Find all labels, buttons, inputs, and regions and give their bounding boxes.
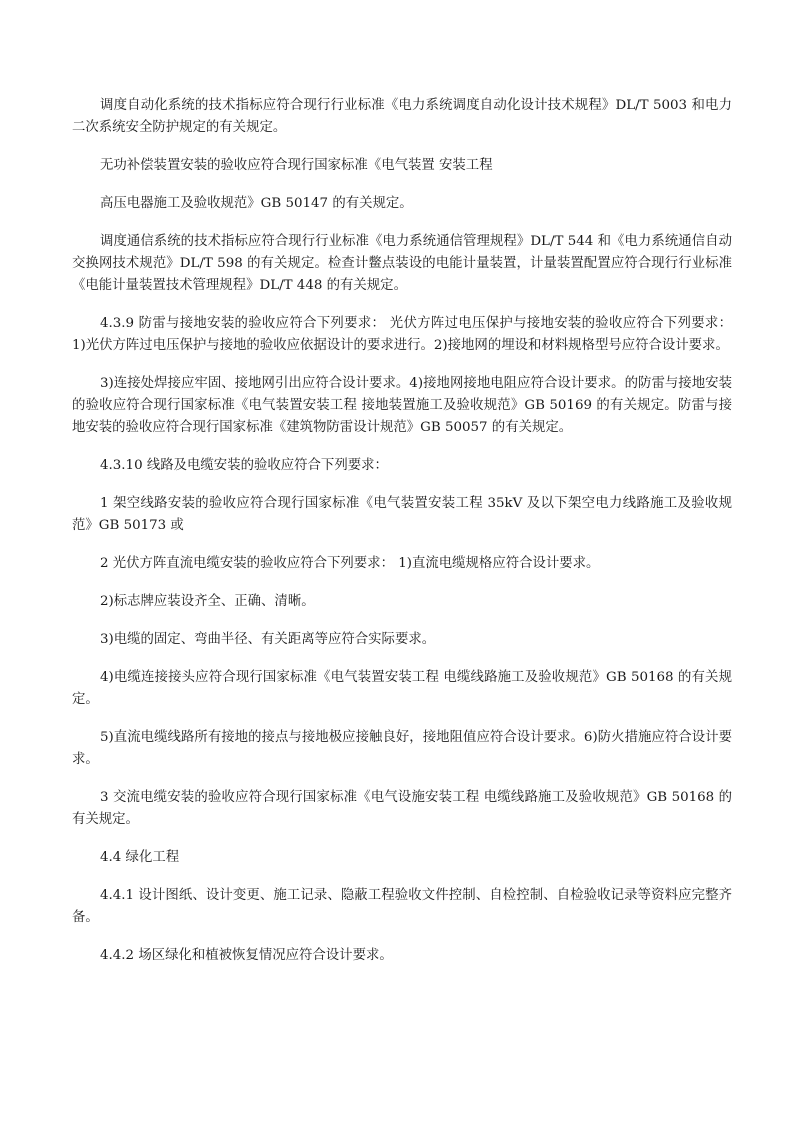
paragraph-lightning-grounding: 4.3.9 防雷与接地安装的验收应符合下列要求： 光伏方阵过电压保护与接地安装的验收应符合下列要求： 1)光伏方阵过电压保护与接地的验收应依据设计的要求进行。2)接地网的埋设和材料规格型号应符合设计要求。 <box>72 316 732 353</box>
paragraph-grounding-connection: 3)连接处焊接应牢固、接地网引出应符合设计要求。4)接地网接地电阻应符合设计要求。的防雷与接地安装的验收应符合现行国家标准《电气装置安装工程 接地装置施工及验收规范》GB 50169 的有关规定。防雷与接地安装的验收应符合现行国家标准《建筑物防雷设计规范》GB 50057 的有关规定。 <box>72 376 732 435</box>
paragraph-cable-fixing: 3)电缆的固定、弯曲半径、有关距离等应符合实际要求。 <box>100 632 436 647</box>
paragraph-dc-cable: 2 光伏方阵直流电缆安装的验收应符合下列要求： 1)直流电缆规格应符合设计要求。 <box>100 556 600 571</box>
paragraph-ac-cable: 3 交流电缆安装的验收应符合现行国家标准《电气设施安装工程 电缆线路施工及验收规范》GB 50168 的有关规定。 <box>72 790 732 827</box>
paragraph-cable-joints: 4)电缆连接接头应符合现行国家标准《电气装置安装工程 电缆线路施工及验收规范》GB 50168 的有关规定。 <box>72 670 732 707</box>
paragraph-high-voltage-apparatus: 高压电器施工及验收规范》GB 50147 的有关规定。 <box>100 196 413 211</box>
paragraph-design-documents: 4.4.1 设计图纸、设计变更、施工记录、隐蔽工程验收文件控制、自检控制、自检验收记录等资料应完整齐备。 <box>72 888 732 925</box>
paragraph-dc-cable-grounding: 5)直流电缆线路所有接地的接点与接地极应接触良好，接地阻值应符合设计要求。6)防火措施应符合设计要求。 <box>72 730 732 767</box>
paragraph-dispatch-communication: 调度通信系统的技术指标应符合现行行业标准《电力系统通信管理规程》DL/T 544 和《电力系统通信自动交换网技术规范》DL/T 598 的有关规定。检查计鳖点装设的电能计量装置，计量装置配置应符合现行行业标准《电能计量装置技术管理规程》DL/T 448 的有关规定。 <box>72 234 732 293</box>
section-heading-greening: 4.4 绿化工程 <box>100 850 180 865</box>
paragraph-reactive-compensation: 无功补偿装置安装的验收应符合现行国家标准《电气装置 安装工程 <box>100 158 493 173</box>
paragraph-site-greening: 4.4.2 场区绿化和植被恢复情况应符合设计要求。 <box>100 948 393 963</box>
document-body <box>72 95 732 983</box>
paragraph-marker-plates: 2)标志牌应装设齐全、正确、清晰。 <box>100 594 315 609</box>
paragraph-overhead-lines: 1 架空线路安装的验收应符合现行国家标准《电气装置安装工程 35kV 及以下架空电力线路施工及验收规范》GB 50173 或 <box>72 496 732 533</box>
paragraph-dispatch-automation: 调度自动化系统的技术指标应符合现行行业标准《电力系统调度自动化设计技术规程》DL/T 5003 和电力二次系统安全防护规定的有关规定。 <box>72 98 732 135</box>
section-heading-lines-cables: 4.3.10 线路及电缆安装的验收应符合下列要求： <box>100 458 388 473</box>
